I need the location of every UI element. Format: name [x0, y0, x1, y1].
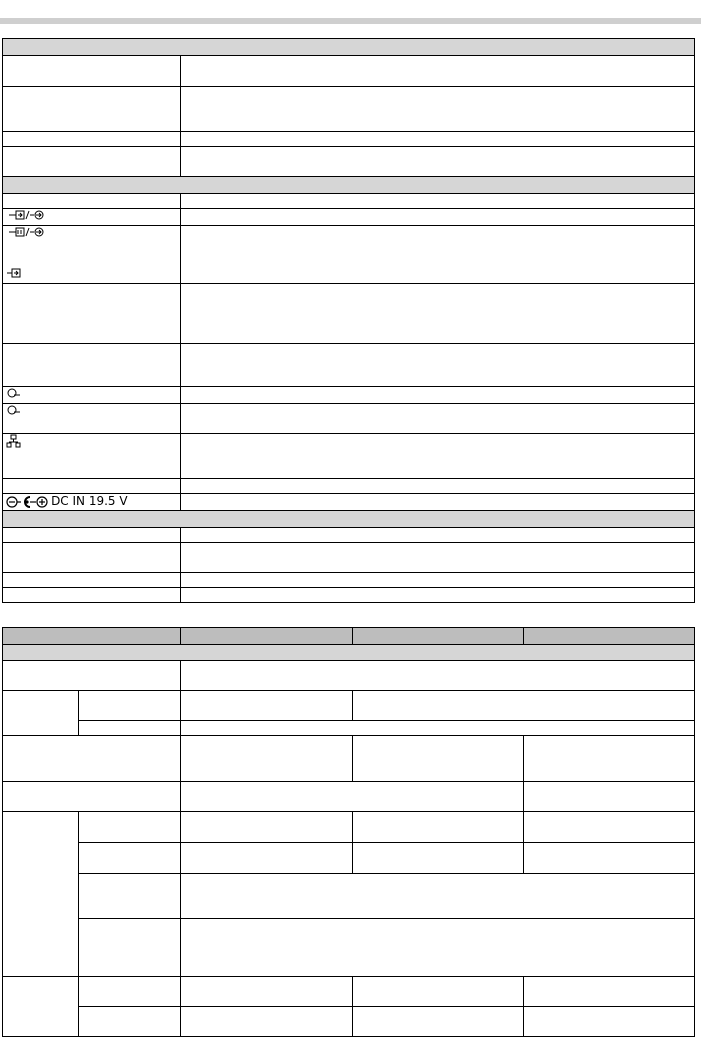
- label-cell: [79, 691, 181, 721]
- value-cell: [181, 194, 695, 209]
- table-row: [3, 691, 695, 721]
- table-row: [3, 479, 695, 494]
- table-row: [3, 977, 695, 1007]
- usb-input-icon: [6, 209, 46, 221]
- table-row: [3, 132, 695, 147]
- value-cell: [181, 387, 695, 404]
- label-cell: [3, 284, 181, 344]
- label-cell: [3, 132, 181, 147]
- label-cell: [79, 977, 181, 1007]
- value-cell: [353, 736, 524, 782]
- label-cell: [3, 387, 181, 404]
- label-cell: [3, 661, 181, 691]
- table-row: [3, 194, 695, 209]
- value-cell: [353, 977, 524, 1007]
- table-row: [3, 56, 695, 87]
- label-cell: [79, 812, 181, 843]
- column-header: [3, 628, 181, 645]
- value-cell: [181, 434, 695, 479]
- value-cell: [181, 588, 695, 603]
- value-cell: [181, 661, 695, 691]
- value-cell: [524, 782, 695, 812]
- value-cell: [181, 691, 353, 721]
- section-header-cell: [3, 39, 695, 56]
- value-cell: [181, 147, 695, 177]
- table-row: [3, 1007, 695, 1037]
- label-cell: [3, 404, 181, 434]
- value-cell: [181, 919, 695, 977]
- value-cell: [181, 812, 353, 843]
- usb-single-icon: [6, 267, 26, 279]
- table-row: [3, 782, 695, 812]
- label-cell: [79, 919, 181, 977]
- value-cell: [181, 1007, 353, 1037]
- value-cell: [181, 226, 695, 284]
- spec-table-interfaces: [2, 38, 695, 603]
- label-cell: [3, 56, 181, 87]
- section-header-row: [3, 177, 695, 194]
- value-cell: [181, 528, 695, 543]
- value-cell: [524, 736, 695, 782]
- label-cell: [3, 87, 181, 132]
- dc-polarity-icon: [6, 495, 48, 509]
- table-row: [3, 874, 695, 919]
- label-cell: [3, 573, 181, 588]
- table-row: [3, 736, 695, 782]
- table-row: [3, 434, 695, 479]
- table-row: [3, 543, 695, 573]
- value-cell: [181, 874, 695, 919]
- value-cell: [181, 977, 353, 1007]
- value-cell: [181, 736, 353, 782]
- value-cell: [181, 479, 695, 494]
- column-header: [353, 628, 524, 645]
- header-rule: [0, 18, 701, 24]
- table-row: [3, 843, 695, 874]
- column-header: [181, 628, 353, 645]
- value-cell: [524, 1007, 695, 1037]
- value-cell: [524, 843, 695, 874]
- label-cell: [79, 843, 181, 874]
- value-cell: [353, 812, 524, 843]
- label-cell: [3, 588, 181, 603]
- table-row: [3, 387, 695, 404]
- label-cell: [79, 874, 181, 919]
- value-cell: [181, 543, 695, 573]
- table-row: [3, 284, 695, 344]
- group-label-cell: [3, 691, 79, 736]
- label-cell: [3, 543, 181, 573]
- table-row: [3, 812, 695, 843]
- value-cell: [181, 87, 695, 132]
- table-row: [3, 573, 695, 588]
- table-row: [3, 87, 695, 132]
- section-header-cell: [3, 511, 695, 528]
- group-label-cell: [3, 977, 79, 1037]
- table-row: [3, 226, 695, 284]
- table-row: [3, 588, 695, 603]
- dc-in-label: DC IN 19.5 V: [51, 494, 128, 508]
- section-header-cell: [3, 645, 695, 661]
- value-cell: [181, 284, 695, 344]
- value-cell: [181, 404, 695, 434]
- label-cell: [3, 434, 181, 479]
- table-row: [3, 344, 695, 387]
- value-cell: [181, 209, 695, 226]
- group-label-cell: [3, 812, 79, 977]
- label-cell: [3, 528, 181, 543]
- table-row: [3, 209, 695, 226]
- section-header-cell: [3, 177, 695, 194]
- value-cell: [524, 977, 695, 1007]
- label-cell: [79, 1007, 181, 1037]
- label-cell: [3, 344, 181, 387]
- label-cell: [3, 194, 181, 209]
- value-cell: [353, 843, 524, 874]
- value-cell: [181, 721, 695, 736]
- label-cell: [3, 782, 181, 812]
- section-header-row: [3, 39, 695, 56]
- headphone-icon: [6, 387, 22, 399]
- value-cell: [181, 573, 695, 588]
- headphone-icon: [6, 404, 22, 416]
- label-cell: [79, 721, 181, 736]
- value-cell: [181, 782, 524, 812]
- spec-table-models: [2, 627, 695, 1037]
- table-row: [3, 147, 695, 177]
- value-cell: [524, 812, 695, 843]
- label-cell: [3, 147, 181, 177]
- value-cell: [181, 56, 695, 87]
- section-header-row: [3, 511, 695, 528]
- label-cell: [3, 736, 181, 782]
- value-cell: [181, 344, 695, 387]
- value-cell: [181, 132, 695, 147]
- label-cell: [3, 226, 181, 284]
- label-cell: [3, 209, 181, 226]
- value-cell: [181, 843, 353, 874]
- table-row: [3, 919, 695, 977]
- value-cell: [353, 691, 695, 721]
- label-cell: [3, 479, 181, 494]
- column-header: [524, 628, 695, 645]
- table-row: [3, 528, 695, 543]
- column-header-row: [3, 628, 695, 645]
- section-header-row: [3, 645, 695, 661]
- table-row: [3, 721, 695, 736]
- value-cell: [181, 494, 695, 511]
- table-row: [3, 661, 695, 691]
- table-row: [3, 494, 695, 511]
- value-cell: [353, 1007, 524, 1037]
- lan-icon: [6, 434, 22, 448]
- usb-charge-input-icon: [6, 226, 46, 238]
- label-cell: [3, 494, 181, 511]
- table-row: [3, 404, 695, 434]
